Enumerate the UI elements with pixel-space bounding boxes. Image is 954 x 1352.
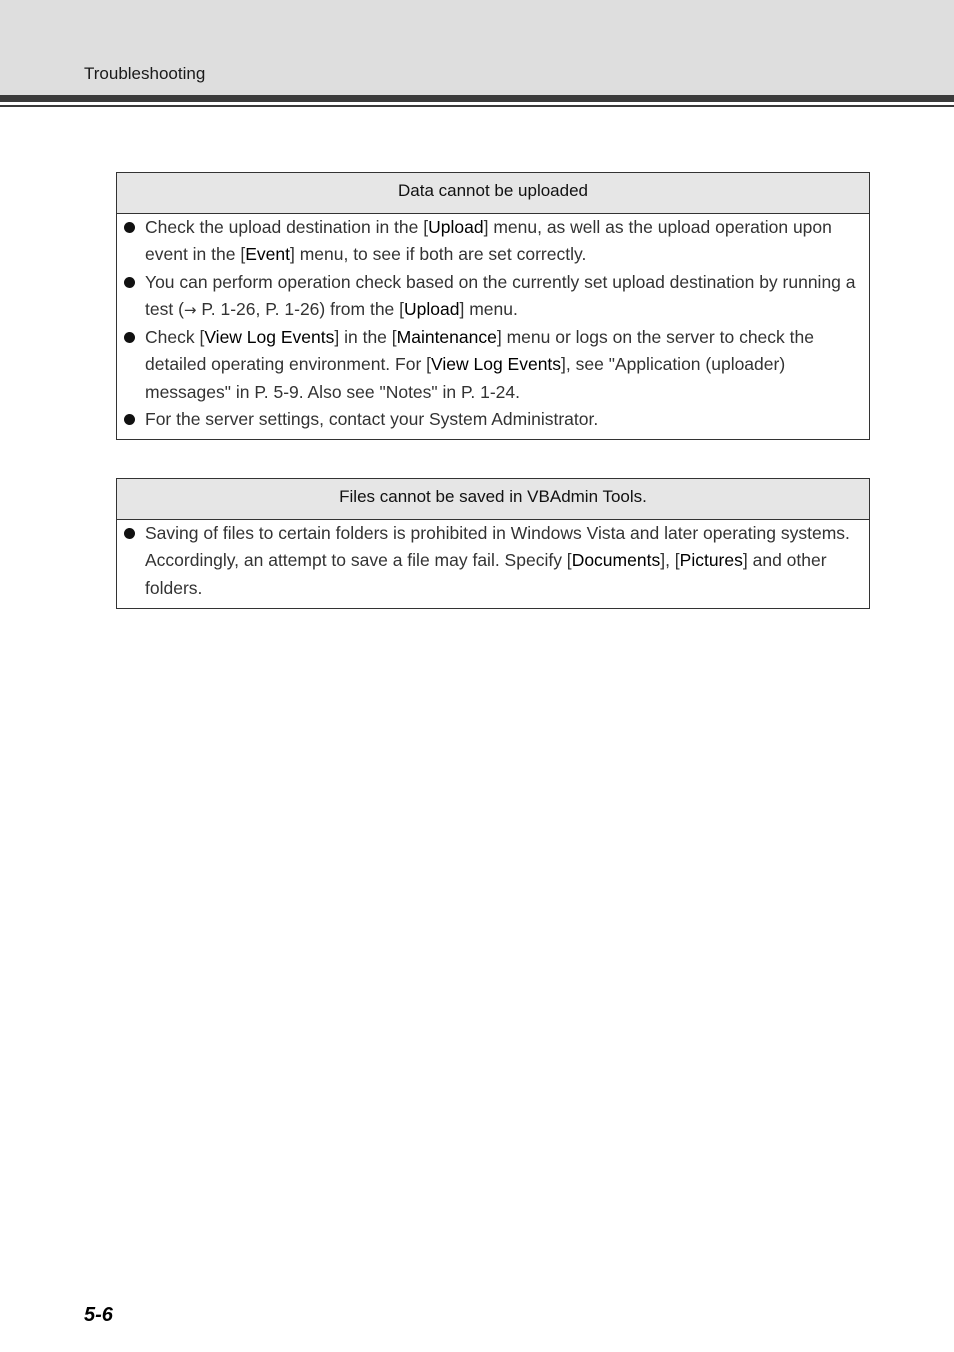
item-text: ] in the [ [334,327,397,348]
item-text: P. 1-26, P. 1-26) from the [ [196,298,405,319]
list-item [117,269,861,325]
header-rule-thin [0,105,954,107]
menu-name: Event [245,244,290,265]
bullet-icon [124,277,135,288]
bullet-icon [124,528,135,539]
page-header-band [0,0,954,95]
menu-name: Maintenance [396,327,497,348]
item-text: ], [ [660,550,680,571]
list-item [117,324,861,406]
item-text: ] menu or logs on the server to check the detailed operating environment. For [ [145,327,814,375]
troubleshoot-box-save [116,478,870,609]
solution-list [117,520,869,608]
item-text: ] menu, to see if both are set correctly. [289,244,587,265]
section-title: Troubleshooting [84,64,206,83]
item-text: ] menu. [459,298,518,319]
list-item [117,214,861,269]
arrow-right-icon: → [183,300,197,319]
page-number: 5-6 [84,1304,113,1326]
solution-list [117,214,869,439]
menu-name: Upload [404,298,460,319]
list-item [117,406,861,433]
item-text: You can perform operation check based on the currently set upload destination by running a test ( [145,271,856,319]
header-rule-thick [0,95,954,102]
menu-name: View Log Events [431,354,562,375]
item-text: ] and other folders. [145,550,827,598]
menu-name: Upload [428,217,484,237]
list-item [117,520,861,602]
bullet-icon [124,332,135,343]
menu-name: View Log Events [204,327,335,348]
box-title: Data cannot be uploaded [117,173,869,214]
bullet-icon [124,222,135,233]
item-text: For the server settings, contact your System Administrator. [145,409,599,430]
item-text: Check the upload destination in the [ [145,217,429,237]
bullet-icon [124,414,135,425]
item-text: Saving of files to certain folders is prohibited in Windows Vista and later operating systems. Accordingly, an attempt to save a file may fail. Specify [ [145,523,850,571]
item-text: ] menu, as well as the upload operation upon event in the [ [145,217,832,265]
folder-name: Pictures [679,550,743,571]
troubleshoot-box-upload [116,172,870,440]
item-text: ], see "Application (uploader) messages" in P. 5-9. Also see "Notes" in P. 1-24. [145,354,786,402]
folder-name: Documents [571,550,661,571]
box-title: Files cannot be saved in VBAdmin Tools. [117,479,869,520]
item-text: Check [ [145,327,205,348]
